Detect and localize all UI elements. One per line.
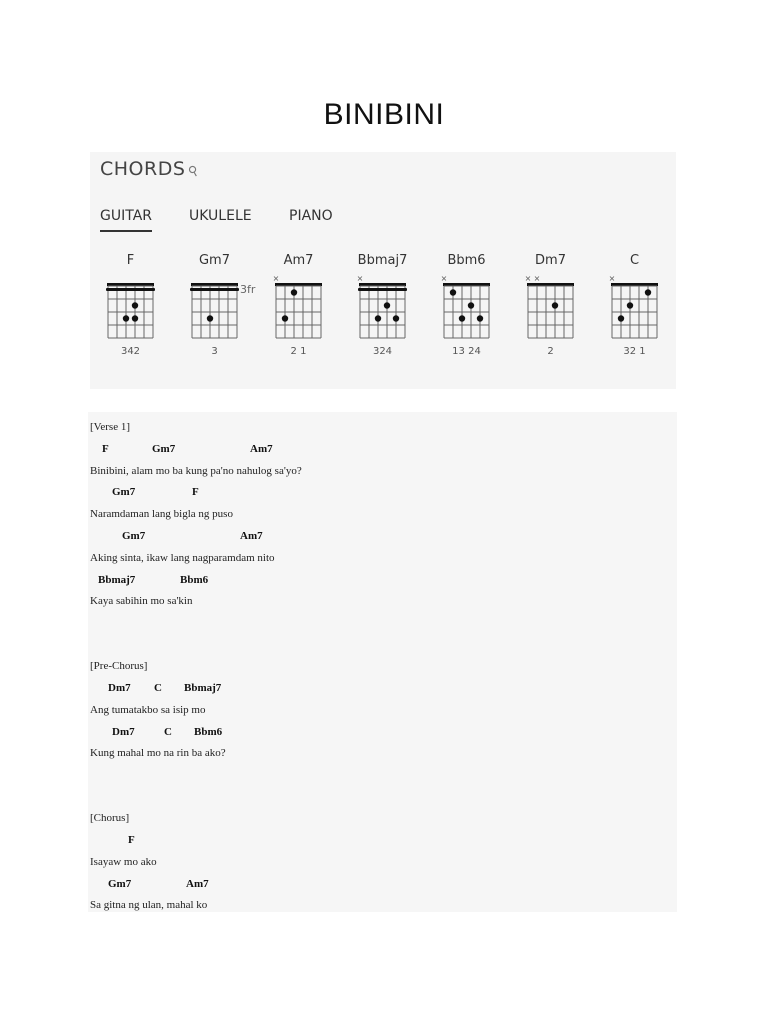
chord-line	[88, 574, 668, 588]
chord-line	[88, 486, 668, 500]
barre	[358, 288, 407, 291]
section-label: [Pre-Chorus]	[90, 660, 148, 673]
section-label: [Chorus]	[90, 812, 130, 825]
finger-dot	[132, 315, 138, 321]
chord-name: Dm7	[535, 253, 566, 268]
chord-diagram-am7[interactable]	[266, 248, 346, 368]
lyric-chord: Am7	[186, 877, 209, 890]
lyric-chord: Bbmaj7	[98, 573, 136, 586]
chord-name: C	[629, 253, 640, 268]
muted-string-mark: ×	[608, 274, 616, 283]
chord-line	[88, 682, 668, 696]
fingering-label: 2	[547, 346, 554, 357]
finger-dot	[645, 289, 651, 295]
chord-diagram-bbmaj7[interactable]	[350, 248, 430, 368]
chord-name: F	[126, 253, 135, 268]
chord-diagram-dm7[interactable]	[518, 248, 598, 368]
lyric-chord: Dm7	[112, 725, 135, 738]
chord-line	[88, 834, 668, 848]
lyric-line: Isayaw mo ako	[90, 855, 157, 868]
muted-string-mark: ×	[272, 274, 280, 283]
lyric-line: Aking sinta, ikaw lang nagparamdam nito	[90, 551, 275, 564]
fingering-label: 3	[211, 346, 218, 357]
lyric-line: Kung mahal mo na rin ba ako?	[90, 747, 226, 760]
finger-dot	[132, 302, 138, 308]
lyric-line: Ang tumatakbo sa isip mo	[90, 703, 206, 716]
lyric-chord: Am7	[250, 442, 273, 455]
chord-diagram-svg	[266, 248, 346, 368]
chord-line	[88, 443, 668, 457]
fingering-label: 324	[372, 346, 393, 357]
finger-dot	[393, 315, 399, 321]
fret-position-label: 3fr	[240, 283, 256, 296]
chord-diagram-svg	[350, 248, 430, 368]
lyric-line: Kaya sabihin mo sa'kin	[90, 595, 193, 608]
chord-name: Am7	[283, 253, 314, 268]
chords-header-label: CHORDS	[100, 158, 186, 180]
lyric-chord: C	[154, 682, 162, 694]
finger-dot	[450, 289, 456, 295]
section-label: [Verse 1]	[90, 421, 131, 433]
fingering-label: 2 1	[290, 346, 307, 357]
muted-string-mark: ×	[440, 274, 448, 283]
finger-dot	[552, 302, 558, 308]
chord-diagram-svg	[98, 248, 178, 368]
finger-dot	[375, 315, 381, 321]
song-title: BINIBINI	[323, 98, 445, 131]
tab-ukulele[interactable]: UKULELE	[189, 208, 252, 224]
lyric-chord: Bbmaj7	[184, 682, 222, 694]
finger-dot	[207, 315, 213, 321]
lyric-chord: F	[192, 486, 199, 499]
chord-line	[88, 530, 668, 544]
pin-icon[interactable]: ⚲	[186, 162, 203, 181]
lyric-line: Sa gitna ng ulan, mahal ko	[90, 899, 208, 912]
finger-dot	[384, 302, 390, 308]
lyrics-panel	[88, 412, 677, 912]
finger-dot	[468, 302, 474, 308]
muted-string-mark: ×	[533, 274, 541, 283]
chord-diagram-svg	[182, 248, 262, 368]
muted-string-mark: ×	[356, 274, 364, 283]
finger-dot	[627, 302, 633, 308]
tab-piano[interactable]: PIANO	[289, 208, 333, 224]
finger-dot	[477, 315, 483, 321]
lyric-chord: Gm7	[112, 486, 136, 499]
lyric-chord: Am7	[240, 530, 263, 542]
lyric-chord: Gm7	[108, 877, 132, 890]
muted-string-mark: ×	[524, 274, 532, 283]
barre	[106, 288, 155, 291]
chord-diagram-c[interactable]	[602, 248, 682, 368]
barre	[190, 288, 239, 291]
lyric-chord: Bbm6	[180, 573, 209, 586]
lyric-chord: C	[164, 725, 172, 738]
chord-line	[88, 726, 668, 740]
chords-panel	[90, 152, 676, 389]
finger-dot	[291, 289, 297, 295]
finger-dot	[618, 315, 624, 321]
chord-diagram-gm7[interactable]	[182, 248, 262, 368]
lyric-chord: Gm7	[122, 530, 146, 542]
finger-dot	[123, 315, 129, 321]
chord-name: Bbm6	[447, 253, 486, 268]
lyric-chord: F	[102, 442, 109, 455]
chord-diagram-svg	[518, 248, 598, 368]
chord-diagram-svg	[434, 248, 514, 368]
chord-name: Bbmaj7	[357, 253, 408, 268]
lyric-chord: Dm7	[108, 682, 131, 694]
chord-diagram-f[interactable]	[98, 248, 178, 368]
chord-line	[88, 878, 668, 892]
fingering-label: 13 24	[452, 346, 481, 357]
chord-diagram-bbm6[interactable]	[434, 248, 514, 368]
chord-diagram-svg	[602, 248, 682, 368]
finger-dot	[459, 315, 465, 321]
lyric-line: Binibini, alam mo ba kung pa'no nahulog sa'yo?	[90, 464, 302, 477]
lyric-chord: Bbm6	[194, 725, 223, 738]
tab-guitar[interactable]: GUITAR	[100, 208, 152, 232]
chords-header	[100, 158, 203, 181]
lyric-chord: Gm7	[152, 442, 176, 455]
lyric-line: Naramdaman lang bigla ng puso	[90, 508, 233, 521]
fingering-label: 32 1	[623, 346, 646, 357]
finger-dot	[282, 315, 288, 321]
fingering-label: 342	[120, 346, 141, 357]
chord-name: Gm7	[198, 253, 231, 268]
lyric-chord: F	[128, 834, 135, 846]
